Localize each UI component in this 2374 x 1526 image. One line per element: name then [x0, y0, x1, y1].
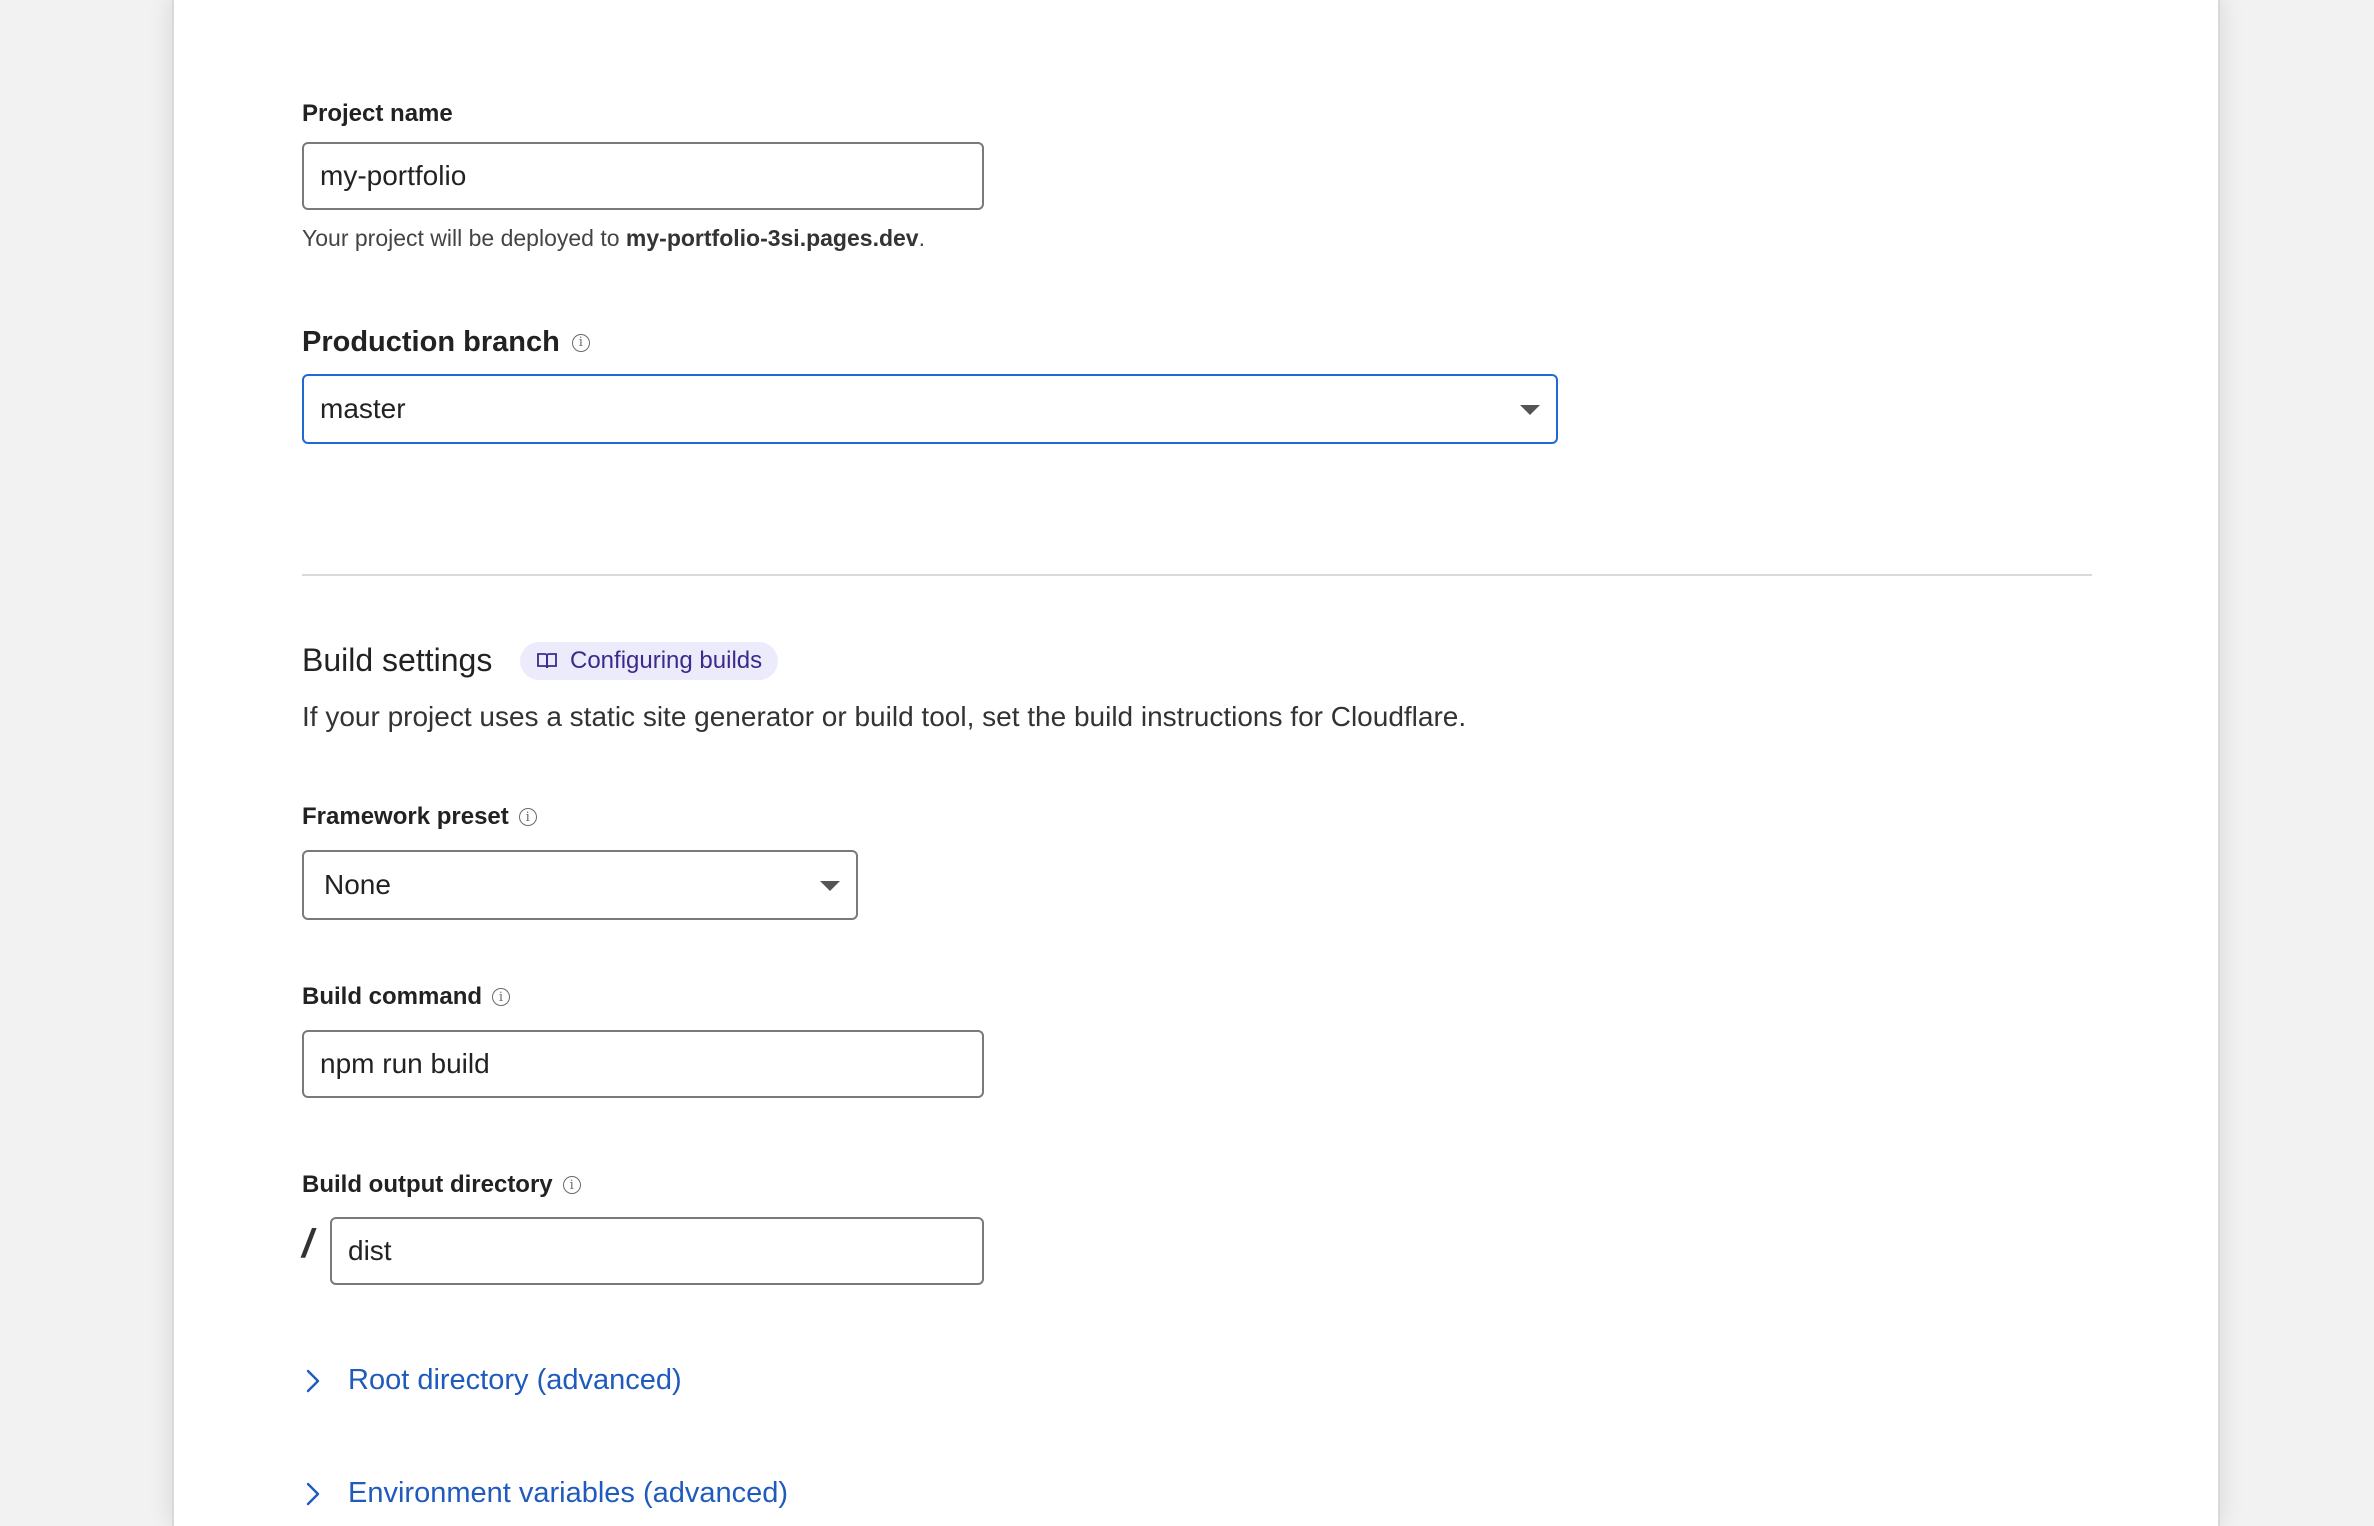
production-branch-label-text: Production branch [302, 326, 560, 358]
framework-preset-label [302, 803, 537, 831]
build-output-directory-label [302, 1171, 581, 1199]
framework-preset-value: None [324, 869, 391, 900]
framework-preset-select[interactable] [302, 850, 858, 920]
production-branch-value: master [320, 393, 406, 424]
build-output-directory-input[interactable] [330, 1217, 984, 1285]
build-output-directory-label-text: Build output directory [302, 1171, 553, 1198]
info-icon[interactable]: i [572, 334, 590, 352]
project-name-input[interactable] [302, 142, 984, 210]
deploy-help-suffix: . [918, 225, 925, 251]
chevron-down-icon [820, 881, 840, 891]
deploy-domain: my-portfolio-3si.pages.dev [625, 225, 919, 251]
deploy-help-prefix: Your project will be deployed to [302, 225, 626, 251]
info-icon[interactable]: i [519, 808, 537, 826]
info-icon[interactable]: i [492, 988, 510, 1006]
production-branch-select[interactable] [302, 374, 1558, 444]
build-command-value: npm run build [320, 1048, 490, 1079]
settings-card [172, 0, 2220, 1526]
chevron-right-icon [302, 1480, 322, 1508]
project-name-label [302, 100, 453, 128]
book-icon [536, 651, 558, 671]
chevron-right-icon [302, 1367, 322, 1395]
framework-preset-label-text: Framework preset [302, 803, 509, 830]
build-settings-title: Build settings [302, 642, 493, 678]
configuring-builds-link[interactable] [520, 642, 778, 680]
project-name-label-text: Project name [302, 100, 453, 127]
configuring-builds-label: Configuring builds [570, 647, 763, 674]
production-branch-label [302, 326, 590, 359]
section-divider [302, 574, 2092, 576]
info-icon[interactable]: i [563, 1176, 581, 1194]
root-directory-label: Root directory (advanced) [348, 1364, 682, 1396]
build-command-input[interactable] [302, 1030, 984, 1098]
environment-variables-expander[interactable] [302, 1477, 788, 1510]
build-output-directory-value: dist [348, 1235, 392, 1266]
environment-variables-label: Environment variables (advanced) [348, 1477, 789, 1509]
root-directory-expander[interactable] [302, 1364, 682, 1397]
build-command-label-text: Build command [302, 983, 483, 1010]
chevron-down-icon [1520, 405, 1540, 415]
build-settings-description: If your project uses a static site generator or build tool, set the build instructions for Cloudflare. [302, 701, 1467, 732]
project-deploy-help [302, 225, 925, 252]
build-command-label [302, 983, 510, 1011]
output-directory-prefix: / [302, 1222, 314, 1266]
project-name-value: my-portfolio [320, 160, 467, 191]
